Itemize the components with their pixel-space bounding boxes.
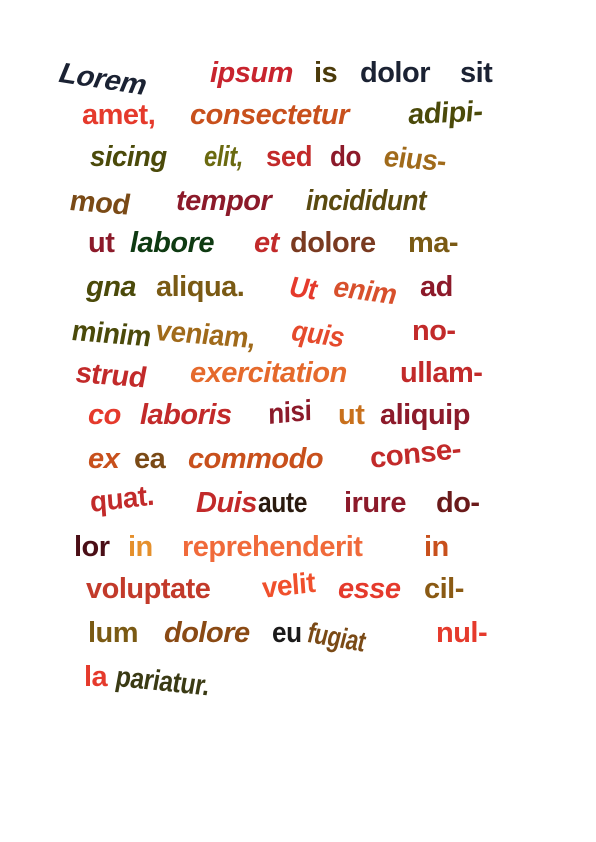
word: sicing (90, 141, 167, 173)
word: elit, (204, 141, 243, 173)
word: in (424, 531, 449, 563)
word: nisi (264, 395, 315, 431)
word: strud (72, 357, 150, 395)
word: et (254, 227, 279, 259)
word: sed (266, 141, 313, 173)
word: esse (338, 573, 401, 605)
word: is (314, 57, 338, 89)
word: dolore (164, 617, 250, 649)
word: adipi- (406, 95, 485, 131)
word: in (128, 531, 153, 563)
word: veniam, (153, 315, 259, 355)
word: labore (130, 227, 215, 259)
text-line (0, 140, 596, 180)
word: quis (287, 315, 349, 354)
text-line (0, 616, 596, 659)
word: sit (460, 57, 493, 89)
word: ad (420, 271, 453, 303)
word: pariatur. (113, 661, 213, 703)
word: lor (74, 531, 110, 563)
text-line (0, 270, 596, 310)
word: enim (329, 271, 402, 311)
word: Duis (196, 487, 257, 519)
word: incididunt (306, 185, 427, 217)
word: do- (436, 487, 480, 519)
text-line (0, 567, 596, 612)
word: quat. (85, 480, 158, 519)
word: minim (69, 315, 154, 354)
word: velit (257, 567, 319, 605)
word: mod (66, 185, 133, 222)
text-line (0, 56, 596, 102)
word: dolore (290, 227, 376, 259)
word: ea (134, 443, 166, 475)
word: la (84, 661, 108, 693)
text-line (0, 95, 596, 138)
word: ex (88, 443, 120, 475)
word: irure (344, 487, 406, 519)
word: ma- (408, 227, 459, 259)
word: lum (88, 617, 139, 649)
word: fugiat (304, 617, 369, 659)
word: cil- (424, 573, 464, 605)
word: consectetur (190, 99, 349, 131)
word: reprehenderit (182, 531, 363, 563)
text-line (0, 660, 596, 703)
word: commodo (188, 443, 324, 475)
word: aliquip (380, 399, 470, 431)
text-line (0, 356, 596, 396)
word: Ut (285, 271, 322, 307)
word: tempor (176, 185, 272, 217)
word: nul- (436, 617, 488, 649)
word: ullam- (400, 357, 483, 389)
word: gna (86, 271, 137, 303)
text-line (0, 184, 596, 224)
text-line (0, 433, 596, 482)
word: amet, (82, 99, 156, 131)
text-line (0, 530, 596, 570)
word: eius- (381, 141, 449, 178)
word: voluptate (86, 573, 211, 605)
word: laboris (140, 399, 232, 431)
word: eu (272, 617, 302, 649)
text-line (0, 480, 596, 526)
word: conse- (365, 433, 465, 475)
word: ut (338, 399, 365, 431)
word: dolor (360, 57, 430, 89)
text-line (0, 226, 596, 266)
word: co (88, 399, 121, 431)
text-line (0, 395, 596, 438)
word: do (330, 141, 361, 173)
word: aliqua. (156, 271, 245, 303)
word: ipsum (210, 57, 293, 89)
text-line (0, 314, 596, 354)
word: aute (258, 487, 307, 519)
word: ut (88, 227, 115, 259)
word: exercitation (190, 357, 347, 389)
word: Lorem (53, 57, 153, 102)
word: no- (412, 315, 456, 347)
